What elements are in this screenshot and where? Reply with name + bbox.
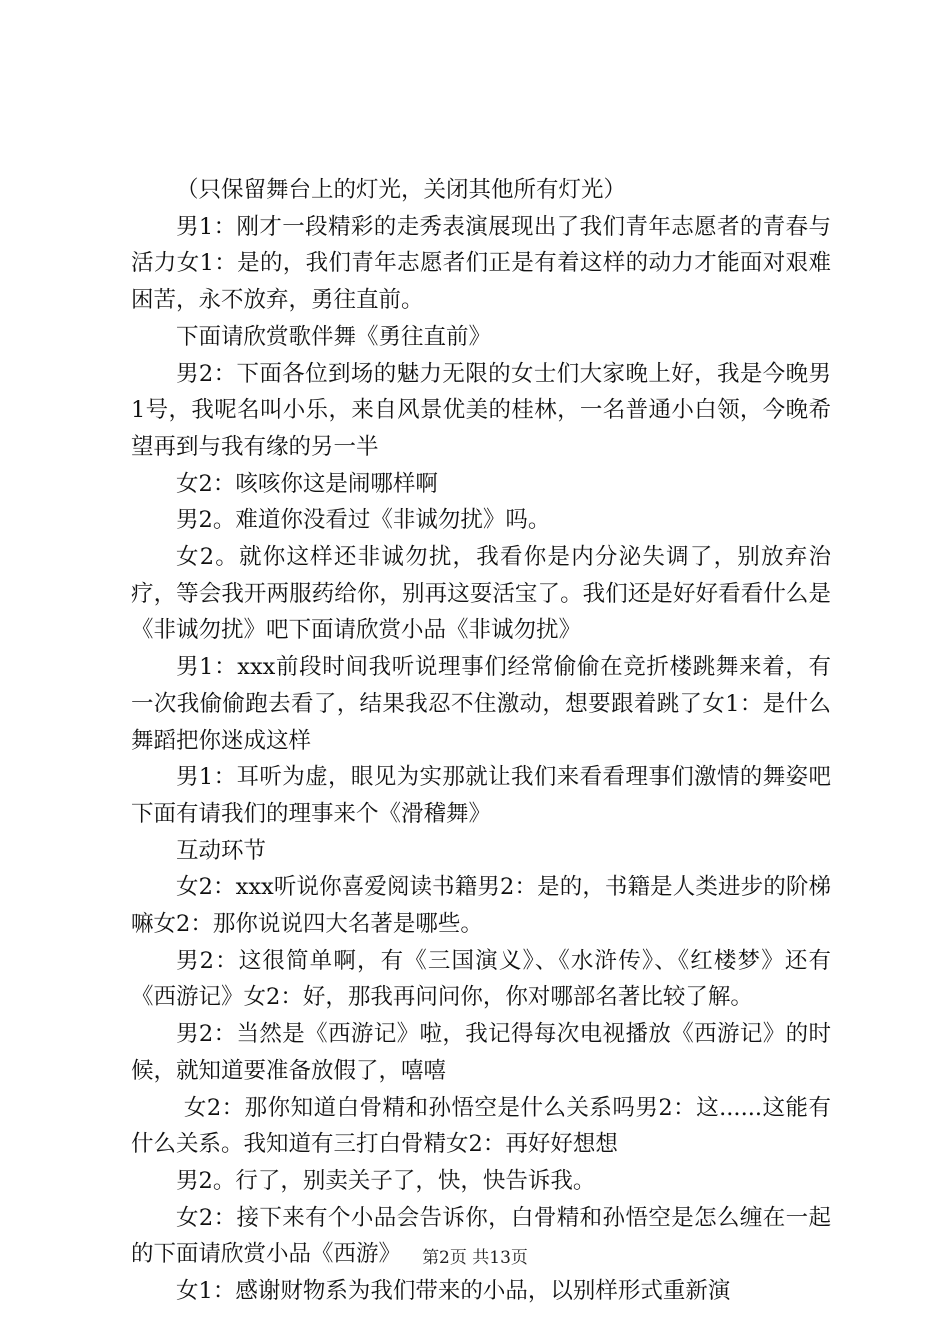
paragraph-dialogue: 女2：咳咳你这是闹哪样啊 <box>176 470 438 497</box>
paragraph-dialogue: 女2：那你知道白骨精和孙悟空是什么关系吗男2：这......这能有什么关系。我知道有三打白骨精女2：再好好想想 <box>131 1094 831 1158</box>
paragraph-dialogue: 男2。难道你没看过《非诚勿扰》吗。 <box>176 507 551 534</box>
paragraph-dialogue: 女2：xxx听说你喜爱阅读书籍男2：是的，书籍是人类进步的阶梯嘛女2：那你说说四大名著是哪些。 <box>131 874 831 938</box>
paragraph-dialogue: 男2：当然是《西游记》啦，我记得每次电视播放《西游记》的时候，就知道要准备放假了，嘻嘻 <box>131 1021 831 1084</box>
paragraph-stage-direction: （只保留舞台上的灯光，关闭其他所有灯光） <box>176 177 627 203</box>
paragraph-dialogue: 男1：刚才一段精彩的走秀表演展现出了我们青年志愿者的青春与活力女1：是的，我们青年志愿者们正是有着这样的动力才能面对艰难困苦，永不放弃，勇往直前。 <box>131 213 831 314</box>
paragraph-dialogue: 男1：耳听为虚，眼见为实那就让我们来看看理事们激情的舞姿吧下面有请我们的理事来个《滑稽舞》 <box>131 764 831 827</box>
paragraph-dialogue: 男2：下面各位到场的魅力无限的女士们大家晚上好，我是今晚男1号，我呢名叫小乐，来自风景优美的桂林，一名普通小白领，今晚希望再到与我有缘的另一半 <box>131 360 831 460</box>
paragraph-dialogue: 女2：接下来有个小品会告诉你，白骨精和孙悟空是怎么缠在一起的下面请欣赏小品《西游》 <box>131 1204 831 1268</box>
paragraph-section-heading: 互动环节 <box>176 837 267 864</box>
paragraph-dialogue: 男1：xxx前段时间我听说理事们经常偷偷在竞折楼跳舞来着，有一次我偷偷跑去看了，结果我忍不住激动，想要跟着跳了女1：是什么舞蹈把你迷成这样 <box>131 654 831 754</box>
paragraph-dialogue: 男2。行了，别卖关子了，快，快告诉我。 <box>176 1167 596 1194</box>
page-number-label: 第2页 共13页 <box>422 1248 528 1268</box>
page-footer <box>0 1243 950 1268</box>
document-body <box>131 172 831 1310</box>
paragraph-announcement: 下面请欣赏歌伴舞《勇往直前》 <box>176 323 492 350</box>
paragraph-dialogue: 男2：这很简单啊，有《三国演义》、《水浒传》、《红楼梦》还有《西游记》女2：好，那我再问问你，你对哪部名著比较了解。 <box>131 947 831 1011</box>
paragraph-dialogue: 女1：感谢财物系为我们带来的小品，以别样形式重新演 <box>176 1278 731 1305</box>
paragraph-dialogue: 女2。就你这样还非诚勿扰，我看你是内分泌失调了，别放弃治疗，等会我开两服药给你，别再这耍活宝了。我们还是好好看看什么是《非诚勿扰》吧下面请欣赏小品《非诚勿扰》 <box>131 544 831 644</box>
